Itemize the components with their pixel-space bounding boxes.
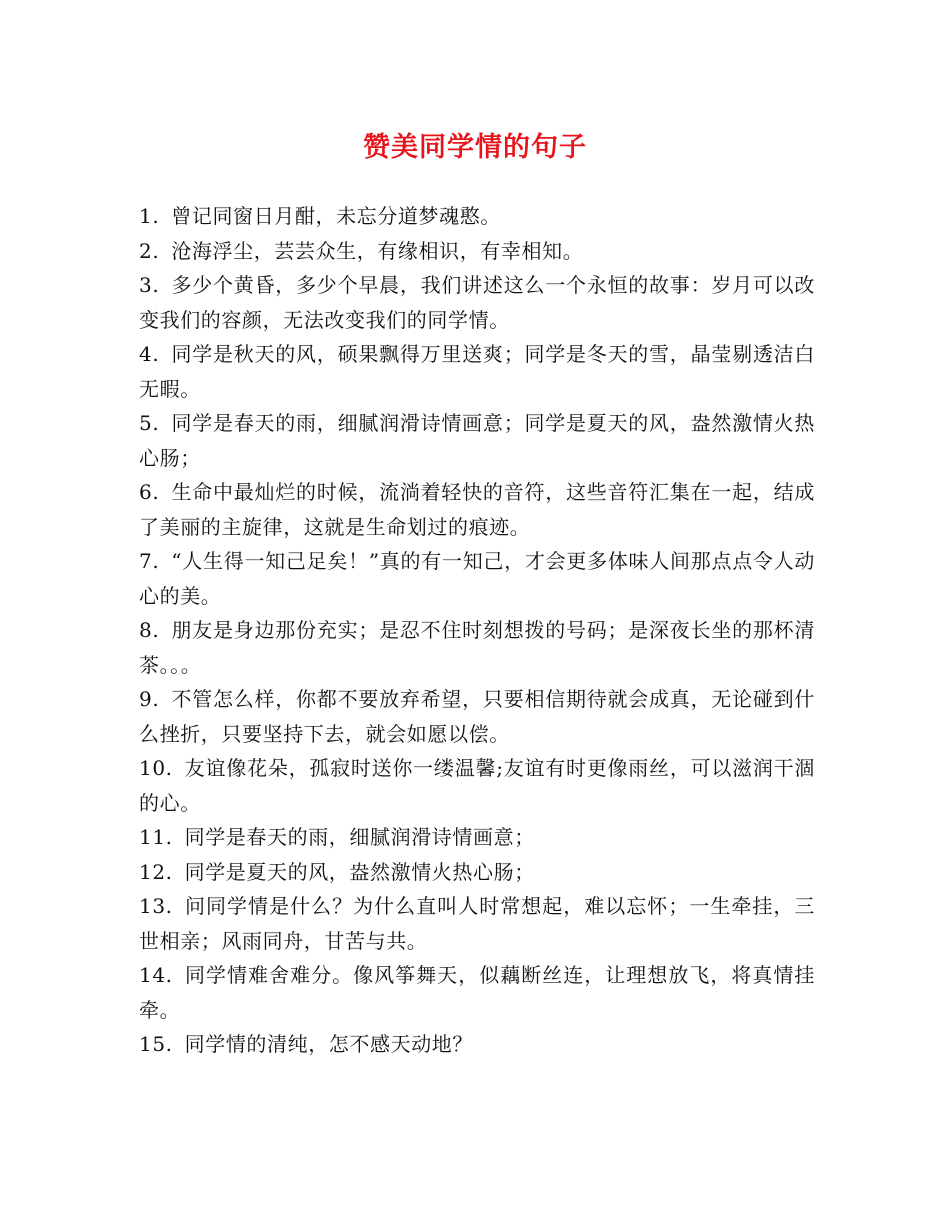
list-item xyxy=(139,751,815,820)
item-text: 不管怎么样，你都不要放弃希望，只要相信期待就会成真，无论碰到什么挫折，只要坚持下去，就会如愿以偿。 xyxy=(139,687,815,746)
item-number: 3. xyxy=(139,273,160,297)
list-item xyxy=(139,406,815,475)
item-text: 同学是春天的雨，细腻润滑诗情画意；同学是夏天的风，盎然激情火热心肠； xyxy=(139,411,815,470)
item-number: 11. xyxy=(139,825,173,849)
list-item xyxy=(139,268,815,337)
item-text: 友谊像花朵，孤寂时送你一缕温馨;友谊有时更像雨丝，可以滋润干涸的心。 xyxy=(139,756,815,815)
sentence-list xyxy=(139,199,815,1062)
item-text: 同学是春天的雨，细腻润滑诗情画意； xyxy=(184,825,535,849)
list-item xyxy=(139,682,815,751)
item-text: 同学情的清纯，怎不感天动地？ xyxy=(184,1032,474,1056)
item-text: 同学是秋天的风，硕果飘得万里送爽；同学是冬天的雪，晶莹剔透洁白无暇。 xyxy=(139,342,815,401)
item-number: 4. xyxy=(139,342,160,366)
list-item xyxy=(139,855,815,890)
list-item xyxy=(139,475,815,544)
item-number: 1. xyxy=(139,204,160,228)
list-item xyxy=(139,544,815,613)
item-text: 问同学情是什么？为什么直叫人时常想起，难以忘怀；一生牵挂，三世相亲；风雨同舟，甘苦与共。 xyxy=(139,894,815,953)
item-number: 8. xyxy=(139,618,160,642)
item-number: 14. xyxy=(139,963,173,987)
item-number: 5. xyxy=(139,411,160,435)
list-item xyxy=(139,337,815,406)
list-item xyxy=(139,889,815,958)
item-number: 7. xyxy=(139,549,160,573)
list-item xyxy=(139,613,815,682)
item-text: 同学情难舍难分。像风筝舞天，似藕断丝连，让理想放飞，将真情挂牵。 xyxy=(139,963,815,1022)
page-title: 赞美同学情的句子 xyxy=(363,132,587,163)
item-text: 生命中最灿烂的时候，流淌着轻快的音符，这些音符汇集在一起，结成了美丽的主旋律，这就是生命划过的痕迹。 xyxy=(139,480,815,539)
list-item xyxy=(139,234,815,269)
list-item xyxy=(139,820,815,855)
item-number: 6. xyxy=(139,480,160,504)
item-text: 曾记同窗日月酣，未忘分道梦魂憨。 xyxy=(171,204,501,228)
list-item xyxy=(139,958,815,1027)
item-number: 13. xyxy=(139,894,173,918)
item-number: 12. xyxy=(139,859,173,884)
item-text: 同学是夏天的风，盎然激情火热心肠； xyxy=(184,859,535,884)
item-number: 2. xyxy=(139,238,160,263)
item-number: 15. xyxy=(139,1032,173,1056)
list-item xyxy=(139,1027,815,1062)
item-text: 朋友是身边那份充实；是忍不住时刻想拨的号码；是深夜长坐的那杯清茶。。。 xyxy=(139,618,815,677)
list-item xyxy=(139,199,815,234)
item-text: “人生得一知己足矣！”真的有一知己，才会更多体味人间那点点令人动心的美。 xyxy=(139,549,815,608)
item-number: 9. xyxy=(139,687,160,711)
item-text: 沧海浮尘，芸芸众生，有缘相识，有幸相知。 xyxy=(171,238,584,263)
item-number: 10. xyxy=(139,756,173,780)
item-text: 多少个黄昏，多少个早晨，我们讲述这么一个永恒的故事：岁月可以改变我们的容颜，无法改变我们的同学情。 xyxy=(139,273,815,332)
